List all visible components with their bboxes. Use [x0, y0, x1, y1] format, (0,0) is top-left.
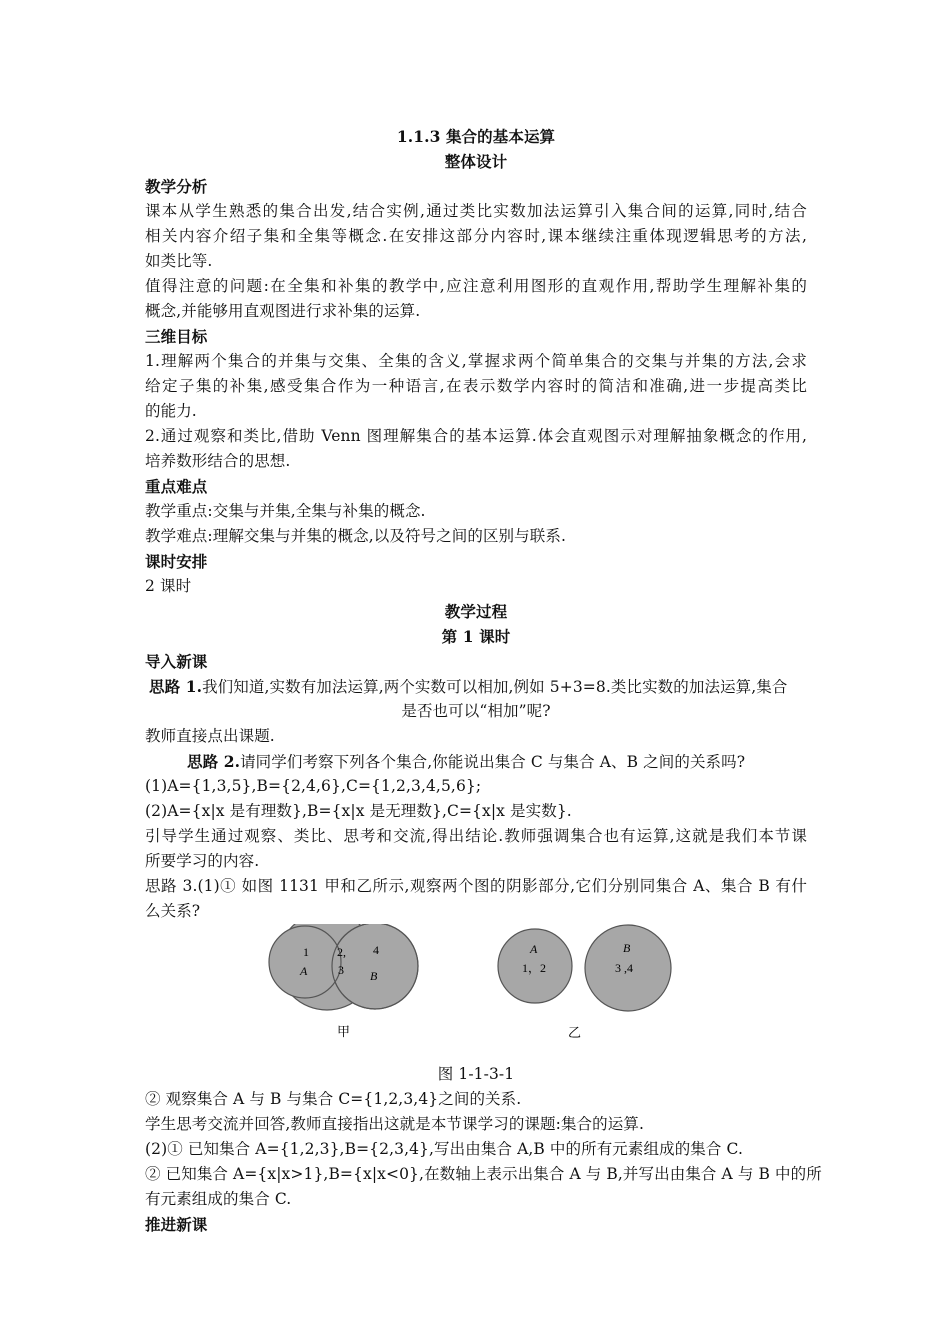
paragraph-line: 给定子集的补集,感受集合作为一种语言,在表示数学内容时的简洁和准确,进一步提高类比: [145, 377, 807, 395]
venn-figure: [145, 924, 807, 1062]
paragraph-line: 值得注意的问题:在全集和补集的教学中,应注意利用图形的直观作用,帮助学生理解补集的: [145, 277, 807, 295]
paragraph-line: 教学重点:交集与并集,全集与补集的概念.: [145, 502, 426, 520]
venn-jia-mid2: 3: [338, 963, 344, 977]
paragraph-line: 有元素组成的集合 C.: [145, 1190, 292, 1208]
idea-2-label: 思路 2.: [187, 752, 241, 771]
paragraph-line: ② 已知集合 A={x|x>1},B={x|x<0},在数轴上表示出集合 A 与 B,并写出由集合 A 与 B 中的所: [145, 1165, 822, 1183]
section-heading-key: 重点难点: [145, 477, 208, 496]
figure-caption: 图 1-1-3-1: [437, 1065, 515, 1083]
paragraph-line: 培养数形结合的思想.: [145, 452, 291, 470]
set-example-line: (2)A={x|x 是有理数},B={x|x 是无理数},C={x|x 是实数}.: [145, 802, 572, 820]
venn-yi: [498, 925, 671, 1041]
venn-jia-a-label: A: [300, 964, 308, 978]
venn-jia-b-num: 4: [373, 943, 379, 957]
section-heading-advance: 推进新课: [145, 1215, 208, 1234]
paragraph-line: 教学难点:理解交集与并集的概念,以及符号之间的区别与联系.: [145, 527, 566, 545]
idea-1-text: 我们知道,实数有加法运算,两个实数可以相加,例如 5+3=8.类比实数的加法运算,集合: [202, 678, 788, 696]
paragraph-line: 思路 3.(1)① 如图 1131 甲和乙所示,观察两个图的阴影部分,它们分别同集合 A、集合 B 有什: [145, 877, 807, 895]
section-heading-analysis: 教学分析: [145, 177, 208, 196]
section-heading-goals: 三维目标: [145, 327, 208, 346]
idea-1-line: [145, 674, 807, 699]
paragraph-line: 2 课时: [145, 577, 192, 595]
document-page: [145, 124, 822, 1237]
doc-title: 1.1.3 集合的基本运算: [396, 127, 556, 146]
paragraph-line: 的能力.: [145, 402, 197, 420]
venn-jia-mid1: 2,: [337, 945, 346, 959]
paragraph-line: 所要学习的内容.: [145, 852, 260, 870]
paragraph-line: 教师直接点出课题.: [145, 727, 275, 745]
paragraph-line: ② 观察集合 A 与 B 与集合 C={1,2,3,4}之间的关系.: [145, 1090, 522, 1108]
venn-yi-a-vals: 1，2: [522, 961, 547, 975]
venn-circle-a-outline: [269, 926, 341, 998]
venn-yi-caption: 乙: [568, 1026, 582, 1041]
paragraph-line: 如类比等.: [145, 252, 213, 270]
paragraph-line: 1.理解两个集合的并集与交集、全集的含义,掌握求两个简单集合的交集与并集的方法,会求: [145, 352, 807, 370]
venn-jia-b-label: B: [370, 969, 378, 983]
venn-yi-a-label: A: [530, 942, 538, 956]
paragraph-line: 2.通过观察和类比,借助 Venn 图理解集合的基本运算.体会直观图示对理解抽象概念的作用,: [145, 427, 807, 445]
venn-jia-caption: 甲: [337, 1025, 351, 1040]
idea-1-label: 思路 1.: [149, 677, 203, 696]
idea-2-line: [145, 749, 807, 774]
venn-jia-a-num: 1: [303, 945, 309, 959]
section-heading-schedule: 课时安排: [145, 552, 208, 571]
venn-yi-b-label: B: [623, 941, 631, 955]
paragraph-line: 课本从学生熟悉的集合出发,结合实例,通过类比实数加法运算引入集合间的运算,同时,结合: [145, 202, 807, 220]
idea-2-text: 请同学们考察下列各个集合,你能说出集合 C 与集合 A、B 之间的关系吗?: [240, 753, 746, 771]
paragraph-line: 学生思考交流并回答,教师直接指出这就是本节课学习的课题:集合的运算.: [145, 1115, 644, 1133]
venn-diagrams: [145, 924, 807, 1062]
section-heading-process: 教学过程: [444, 602, 508, 621]
paragraph-line: 相关内容介绍子集和全集等概念.在安排这部分内容时,课本继续注重体现逻辑思考的方法,: [145, 227, 807, 245]
paragraph-line: 是否也可以“相加”呢?: [401, 702, 551, 720]
lesson-heading: 第 1 课时: [441, 627, 511, 646]
paragraph-line: 引导学生通过观察、类比、思考和交流,得出结论.教师强调集合也有运算,这就是我们本节课: [145, 827, 807, 845]
paragraph-line: 概念,并能够用直观图进行求补集的运算.: [145, 302, 421, 320]
paragraph-line: (2)① 已知集合 A={1,2,3},B={2,3,4},写出由集合 A,B 中的所有元素组成的集合 C.: [145, 1140, 743, 1158]
paragraph-line: 么关系?: [145, 902, 201, 920]
doc-subtitle: 整体设计: [444, 152, 508, 171]
venn-jia: [257, 924, 418, 1040]
venn-yi-b-vals: 3 ,4: [615, 961, 633, 975]
section-heading-intro: 导入新课: [145, 652, 208, 671]
set-example-line: (1)A={1,3,5},B={2,4,6},C={1,2,3,4,5,6};: [145, 777, 482, 795]
